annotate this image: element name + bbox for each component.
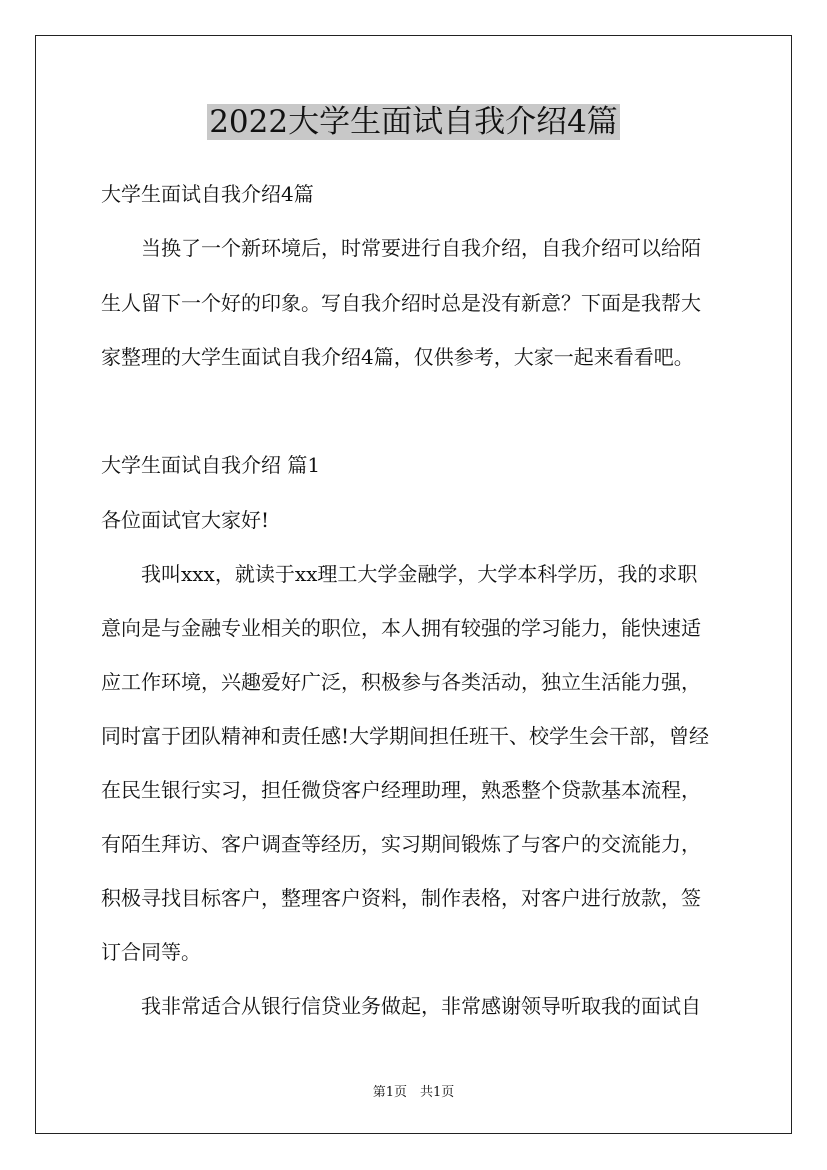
text-line: 有陌生拜访、客户调查等经历，实习期间锻炼了与客户的交流能力， [101, 832, 701, 856]
text-line: 同时富于团队精神和责任感!大学期间担任班干、校学生会干部，曾经 [101, 724, 710, 748]
text-line: 应工作环境，兴趣爱好广泛，积极参与各类活动，独立生活能力强， [101, 670, 701, 694]
text-line: 当换了一个新环境后，时常要进行自我介绍，自我介绍可以给陌 [101, 236, 701, 260]
document-title: 2022大学生面试自我介绍4篇 [209, 104, 618, 140]
text-line: 生人留下一个好的印象。写自我介绍时总是没有新意？下面是我帮大 [101, 291, 701, 315]
text-line: 积极寻找目标客户，整理客户资料，制作表格，对客户进行放款，签 [101, 886, 701, 910]
text-line: 我叫xxx，就读于xx理工大学金融学，大学本科学历，我的求职 [101, 562, 698, 586]
text-line: 家整理的大学生面试自我介绍4篇，仅供参考，大家一起来看看吧。 [101, 345, 694, 369]
text-line: 在民生银行实习，担任微贷客户经理助理，熟悉整个贷款基本流程， [101, 778, 701, 802]
text-line: 各位面试官大家好! [101, 508, 270, 532]
text-line: 大学生面试自我介绍4篇 [101, 182, 314, 206]
text-line: 订合同等。 [101, 940, 201, 964]
page-number: 第1页 共1页 [372, 1085, 455, 1100]
text-line: 我非常适合从银行信贷业务做起，非常感谢领导听取我的面试自 [101, 994, 701, 1018]
text-line: 意向是与金融专业相关的职位，本人拥有较强的学习能力，能快速适 [101, 616, 701, 640]
section-heading: 大学生面试自我介绍 篇1 [101, 453, 321, 477]
